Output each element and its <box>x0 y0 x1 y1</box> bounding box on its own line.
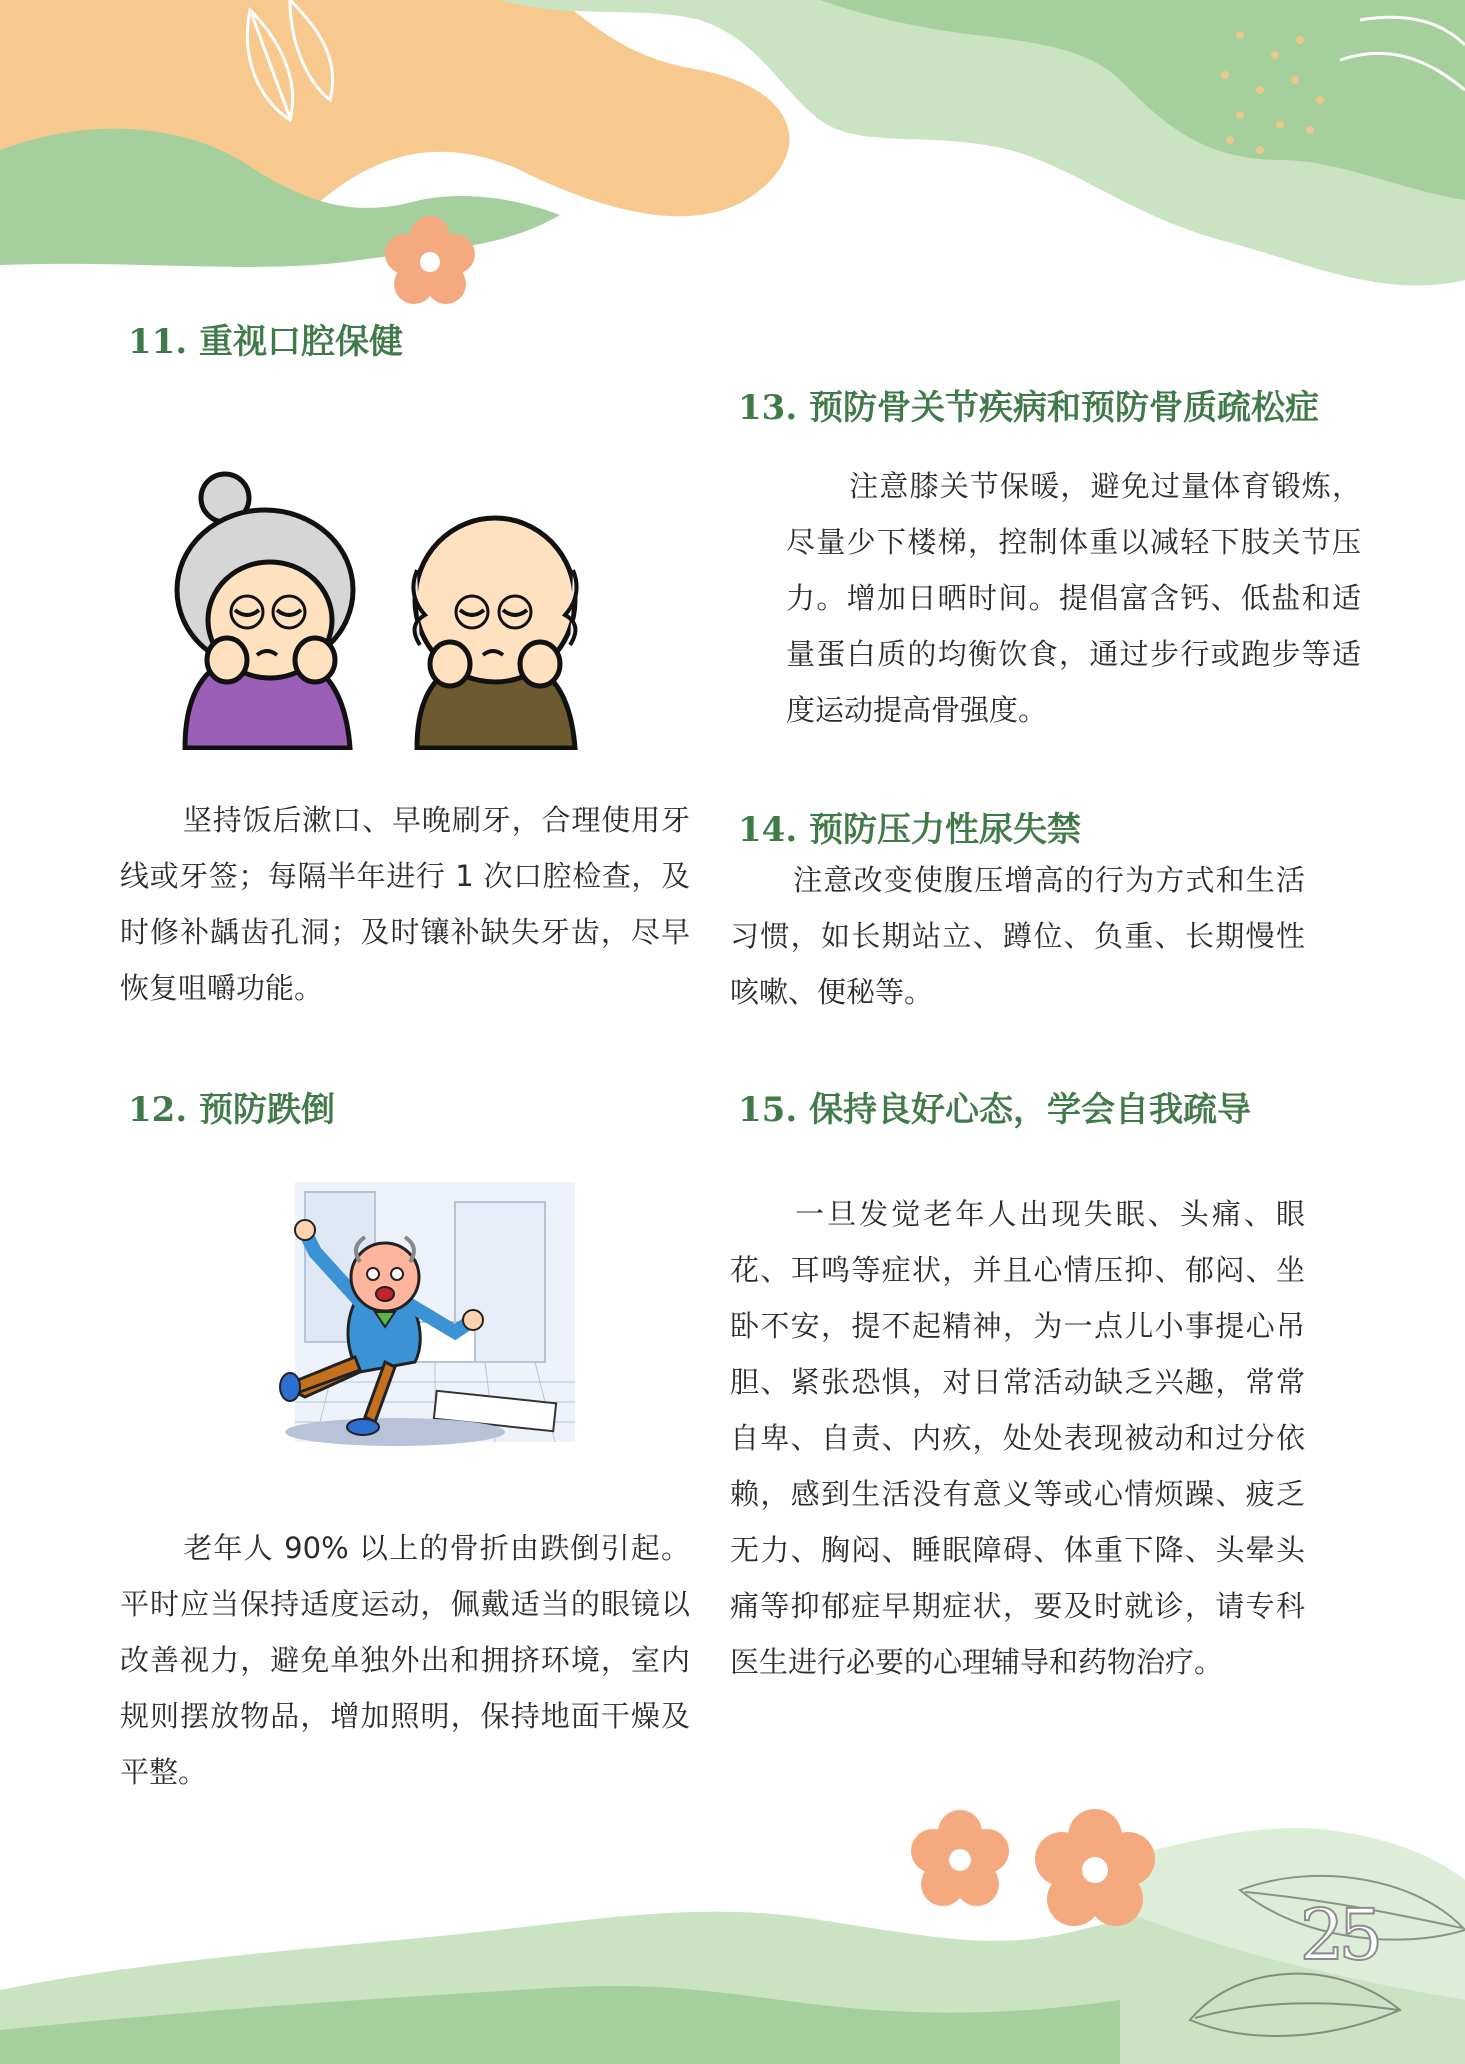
sad-elderly-couple-icon <box>165 470 595 750</box>
section-12-body: 老年人 90% 以上的骨折由跌倒引起。平时应当保持适度运动，佩戴适当的眼镜以改善视力，避免单独外出和拥挤环境，室内规则摆放物品，增加照明，保持地面干燥及平整。 <box>120 1531 690 1789</box>
section-13-body: 注意膝关节保暖，避免过量体育锻炼，尽量少下楼梯，控制体重以减轻下肢关节压力。增加日晒时间。提倡富含钙、低盐和适量蛋白质的均衡饮食，通过步行或跑步等适度运动提高骨强度。 <box>786 469 1361 727</box>
section-14-title: 14. 预防压力性尿失禁 <box>738 810 1081 850</box>
section-11-body: 坚持饭后漱口、早晚刷牙，合理使用牙线或牙签；每隔半年进行 1 次口腔检查，及时修补龋齿孔洞；及时镶补缺失牙齿，尽早恢复咀嚼功能。 <box>120 803 690 1005</box>
elderly-man-falling-icon <box>245 1182 585 1452</box>
section-12-title: 12. 预防跌倒 <box>128 1090 335 1130</box>
section-14-body: 注意改变使腹压增高的行为方式和生活习惯，如长期站立、蹲位、负重、长期慢性咳嗽、便秘等。 <box>730 863 1305 1009</box>
section-15-body: 一旦发觉老年人出现失眠、头痛、眼花、耳鸣等症状，并且心情压抑、郁闷、坐卧不安，提不起精神，为一点儿小事提心吊胆、紧张恐惧，对日常活动缺乏兴趣，常常自卑、自责、内疚，处处表现被动和过分依赖，感到生活没有意义等或心情烦躁、疲乏无力、胸闷、睡眠障碍、体重下降、头晕头痛等抑郁症早期症状，要及时就诊，请专科医生进行必要的心理辅导和药物治疗。 <box>730 1197 1305 1679</box>
section-11-title: 11. 重视口腔保健 <box>128 322 403 362</box>
page-number: 25 <box>1299 1894 1377 1976</box>
section-13-title: 13. 预防骨关节疾病和预防骨质疏松症 <box>738 388 1319 428</box>
section-15-title: 15. 保持良好心态，学会自我疏导 <box>738 1090 1251 1130</box>
